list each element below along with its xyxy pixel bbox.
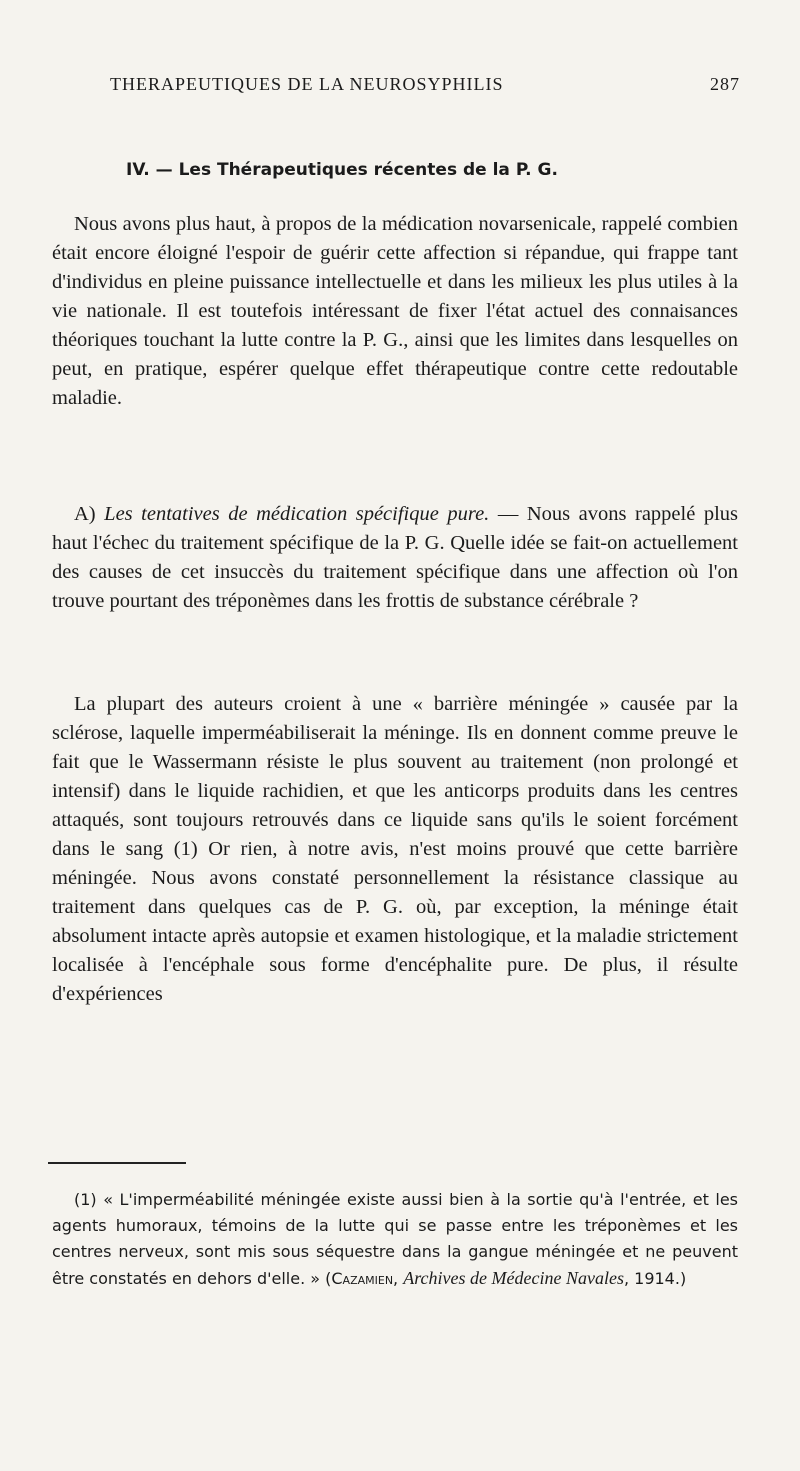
footnote-author: Cazamien (331, 1269, 394, 1288)
section-title: IV. — Les Thérapeutiques récentes de la P. G. (126, 160, 558, 180)
footnote-separator (48, 1162, 186, 1164)
footnote-marker: (1) (74, 1190, 97, 1209)
running-title: THERAPEUTIQUES DE LA NEUROSYPHILIS (110, 74, 504, 94)
subsection-label: A) (74, 503, 96, 525)
subsection-text: — Nous avons rappelé plus haut l'échec du traitement spécifique de la P. G. Quelle idée se fait-on actuellement des causes de cet insuccès du traitement spécifique dans une affection où l'on trouve pourtant des tréponèmes dans les frottis de substance cérébrale ? (52, 503, 739, 612)
footnote-separator-comma: , (393, 1269, 404, 1288)
footnote-text: « L'imperméabilité méningée existe aussi bien à la sortie qu'à l'entrée, et les agents humoraux, témoins de la lutte qui se passe entre les tréponèmes et les centres nerveux, sont mis sous séquestre dans la gangue méningée et ne peuvent être constatés en dehors d'elle. » ( (52, 1190, 738, 1288)
running-header (110, 74, 740, 95)
footnote (52, 1187, 738, 1292)
page-number: 287 (710, 74, 740, 94)
footnote-source: Archives de Médecine Navales (403, 1268, 624, 1288)
subsection-heading: Les tentatives de médication spécifique pure. (104, 503, 490, 525)
paragraph-intro: Nous avons plus haut, à propos de la médication novarsenicale, rappelé combien était encore éloigné l'espoir de guérir cette affection si répandue, qui frappe tant d'individus en pleine puissance intellectuelle et dans les milieux les plus utiles à la vie nationale. Il est toutefois intéressant de fixer l'état actuel des connaisances théoriques touchant la lutte contre la P. G., ainsi que les limites dans lesquelles on peut, en pratique, espérer quelque effet thérapeutique contre cette redoutable maladie. (52, 213, 738, 409)
footnote-tail: , 1914.) (623, 1269, 687, 1288)
paragraph-specific-medication (52, 500, 738, 616)
paragraph-meningeal-barrier: La plupart des auteurs croient à une « barrière méningée » causée par la sclérose, laquelle imperméabiliserait la méninge. Ils en donnent comme preuve le fait que le Wassermann résiste le plus souvent au traitement (non prolongé et intensif) dans le liquide rachidien, et que les anticorps produits dans les centres attaqués, sont toujours retrouvés dans ce liquide sans qu'ils le soient forcément dans le sang (1) Or rien, à notre avis, n'est moins prouvé que cette barrière méningée. Nous avons constaté personnellement la résistance classique au traitement dans quelques cas de P. G. où, par exception, la méninge était absolument intacte après autopsie et examen histologique, et la maladie strictement localisée à l'encéphale sous forme d'encéphalite pure. De plus, il résulte d'expériences (52, 693, 738, 1005)
